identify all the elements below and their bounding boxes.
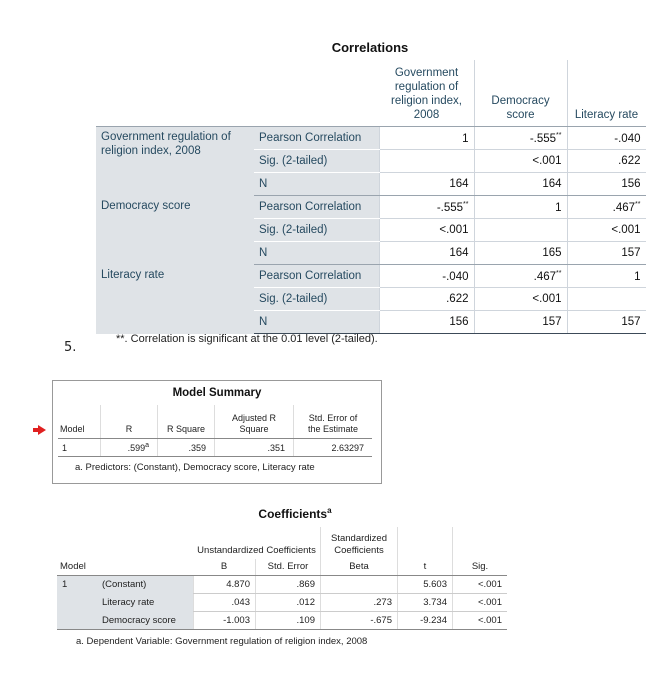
table-row: N 156 157 157 <box>96 311 646 334</box>
arrow-icon <box>38 425 46 435</box>
table-row: Democracy score -1.003 .109 -.675 -9.234 <.001 <box>57 612 507 630</box>
table-row: Sig. (2-tailed) <.001 .622 <box>96 150 646 173</box>
row-label-literacy: Literacy rate <box>96 265 254 334</box>
table-row: 1 (Constant) 4.870 .869 5.603 <.001 <box>57 576 507 594</box>
table-row: Literacy rate Pearson Correlation -.040 .467** 1 <box>96 265 646 288</box>
row-label-democracy: Democracy score <box>96 196 254 265</box>
table-row: Literacy rate .043 .012 .273 3.734 <.001 <box>57 594 507 612</box>
model-summary-footnote: a. Predictors: (Constant), Democracy score, Literacy rate <box>75 462 315 473</box>
unstandardized-header: Unstandardized Coefficients <box>197 545 316 556</box>
correlations-title: Correlations <box>331 40 409 55</box>
table-row: N 164 164 156 <box>96 173 646 196</box>
table-row: Sig. (2-tailed) .622 <.001 <box>96 288 646 311</box>
correlations-table <box>96 60 646 334</box>
standardized-header: Standardized Coefficients <box>321 527 398 559</box>
table-row: Democracy score Pearson Correlation -.555** 1 .467** <box>96 196 646 219</box>
coefficients-footnote: a. Dependent Variable: Government regulation of religion index, 2008 <box>76 636 368 647</box>
table-row: Sig. (2-tailed) <.001 <.001 <box>96 219 646 242</box>
model-summary-table: Model R R Square Adjusted R Square Std. Error of the Estimate 1 .599$^a$ .359 .351 2.63297 <box>58 405 372 457</box>
col-header-literacy: Literacy rate <box>567 60 646 127</box>
table-row: Government regulation of religion index, 2008 Pearson Correlation 1 -.555** -.040 <box>96 127 646 150</box>
table-row: N 164 165 157 <box>96 242 646 265</box>
correlations-footnote: **. Correlation is significant at the 0.01 level (2-tailed). <box>116 333 378 345</box>
col-header-democracy: Democracy score <box>474 60 567 127</box>
coefficients-title: Coefficients$^a$ <box>258 506 332 521</box>
row-label-gov-reg: Government regulation of religion index, 2008 <box>96 127 254 196</box>
table-row: 1 .599$^a$ .359 .351 2.63297 <box>58 439 372 457</box>
model-summary-panel <box>52 380 382 484</box>
col-header-gov-reg: Government regulation of religion index, 2008 <box>380 60 475 127</box>
item-number: 5. <box>64 340 77 355</box>
coefficients-table: Unstandardized Coefficients Standardized Coefficients Model B Std. Error Beta t Sig. 1 (Constant) 4.870 .869 5.603 <.001 Literacy rate .043 .012 .273 3.734 <.001 Democracy score -1.003 .109 -.675 -9.234 <.001 <box>57 527 507 630</box>
model-summary-title: Model Summary <box>172 387 262 399</box>
